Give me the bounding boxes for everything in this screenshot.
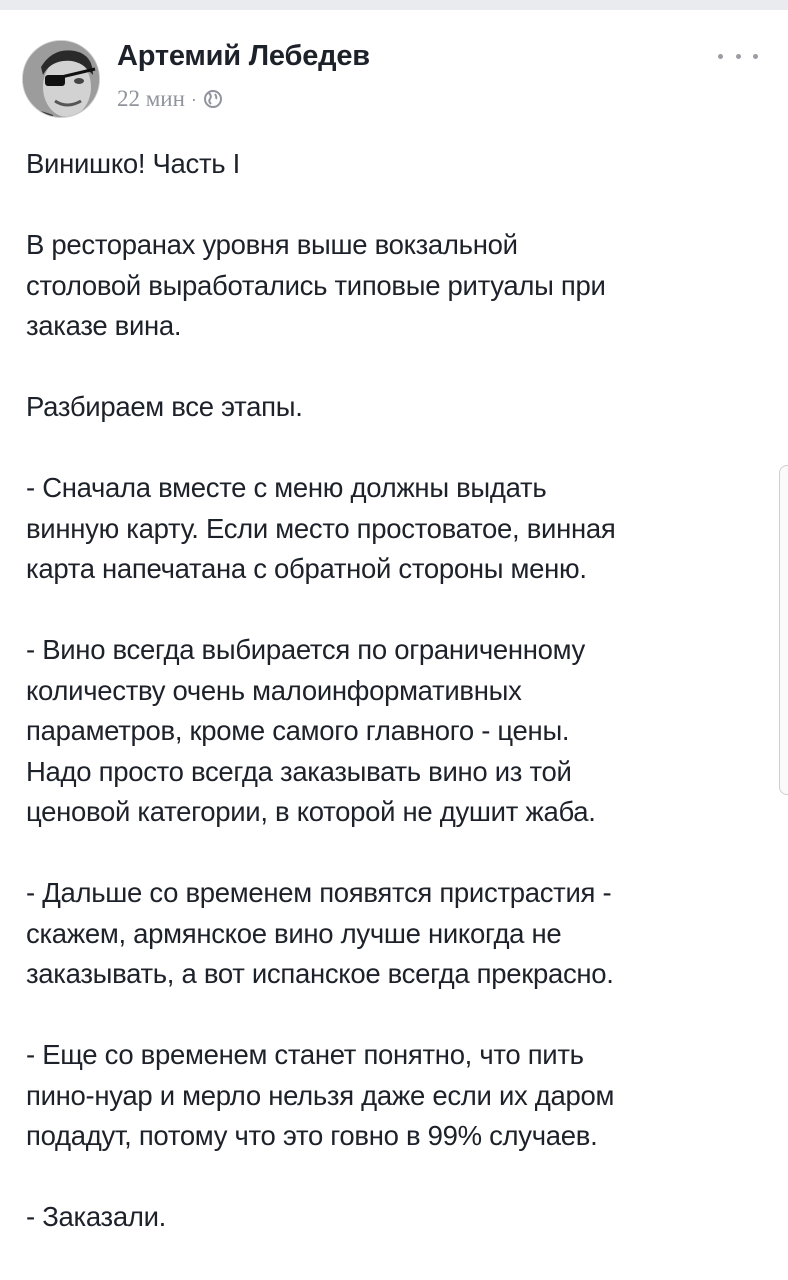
post-time[interactable]: 22 мин (117, 86, 185, 111)
post-paragraph (26, 873, 766, 995)
post-text-line: винную карту. Если место простоватое, винная (26, 512, 616, 544)
more-dot (736, 54, 741, 59)
post-text-line: столовой выработались типовые ритуалы при (26, 269, 606, 301)
globe-icon (203, 89, 223, 109)
post-text-line: карта напечатана с обратной стороны меню. (26, 553, 587, 584)
more-dot (753, 54, 758, 59)
author-name[interactable]: Артемий Лебедев (117, 40, 370, 72)
more-options-button[interactable] (718, 46, 758, 66)
meta-separator: · (190, 88, 197, 109)
post-text-line: - Заказали. (26, 1201, 166, 1232)
post-body-text (26, 144, 766, 1278)
post-text-line: количеству очень малоинформативных (26, 674, 522, 706)
feed-top-divider (0, 0, 788, 10)
post-text-line: В ресторанах уровня выше вокзальной (26, 229, 518, 260)
post-text-line: - Дальше со временем появятся пристрастия - (26, 877, 612, 908)
post-text-line: заказе вина. (26, 310, 182, 341)
post-text-line: - Вино всегда выбирается по ограниченному (26, 634, 586, 665)
post-paragraph (26, 1197, 766, 1238)
post-paragraph (26, 387, 766, 428)
scroll-handle[interactable] (779, 465, 788, 795)
post-text-line: скажем, армянское вино лучше никогда не (26, 917, 562, 949)
avatar-portrait-icon (23, 41, 100, 118)
more-dots-icon (718, 54, 723, 59)
post-text-line: Разбираем все этапы. (26, 391, 303, 422)
post-card (0, 10, 788, 1280)
post-text-line: подадут, потому что это говно в 99% случаев. (26, 1120, 598, 1151)
post-paragraph (26, 630, 766, 833)
post-text-line: - Еще со временем станет понятно, что пить (26, 1039, 584, 1070)
post-text-line: ценовой категории, в которой не душит жаба. (26, 796, 596, 827)
post-header (0, 10, 788, 120)
post-paragraph (26, 468, 766, 590)
post-text-line: заказывать, а вот испанское всегда прекрасно. (26, 958, 614, 989)
post-text-line: параметров, кроме самого главного - цены. (26, 715, 570, 746)
post-text-line: Винишко! Часть I (26, 148, 241, 179)
post-paragraph (26, 1035, 766, 1157)
post-paragraph (26, 144, 766, 185)
post-text-line: - Сначала вместе с меню должны выдать (26, 472, 547, 503)
post-paragraph (26, 225, 766, 347)
post-meta (117, 86, 223, 112)
post-text-line: Надо просто всегда заказывать вино из той (26, 755, 572, 787)
post-text-line: пино-нуар и мерло нельзя даже если их даром (26, 1079, 615, 1111)
author-avatar[interactable] (22, 40, 100, 118)
